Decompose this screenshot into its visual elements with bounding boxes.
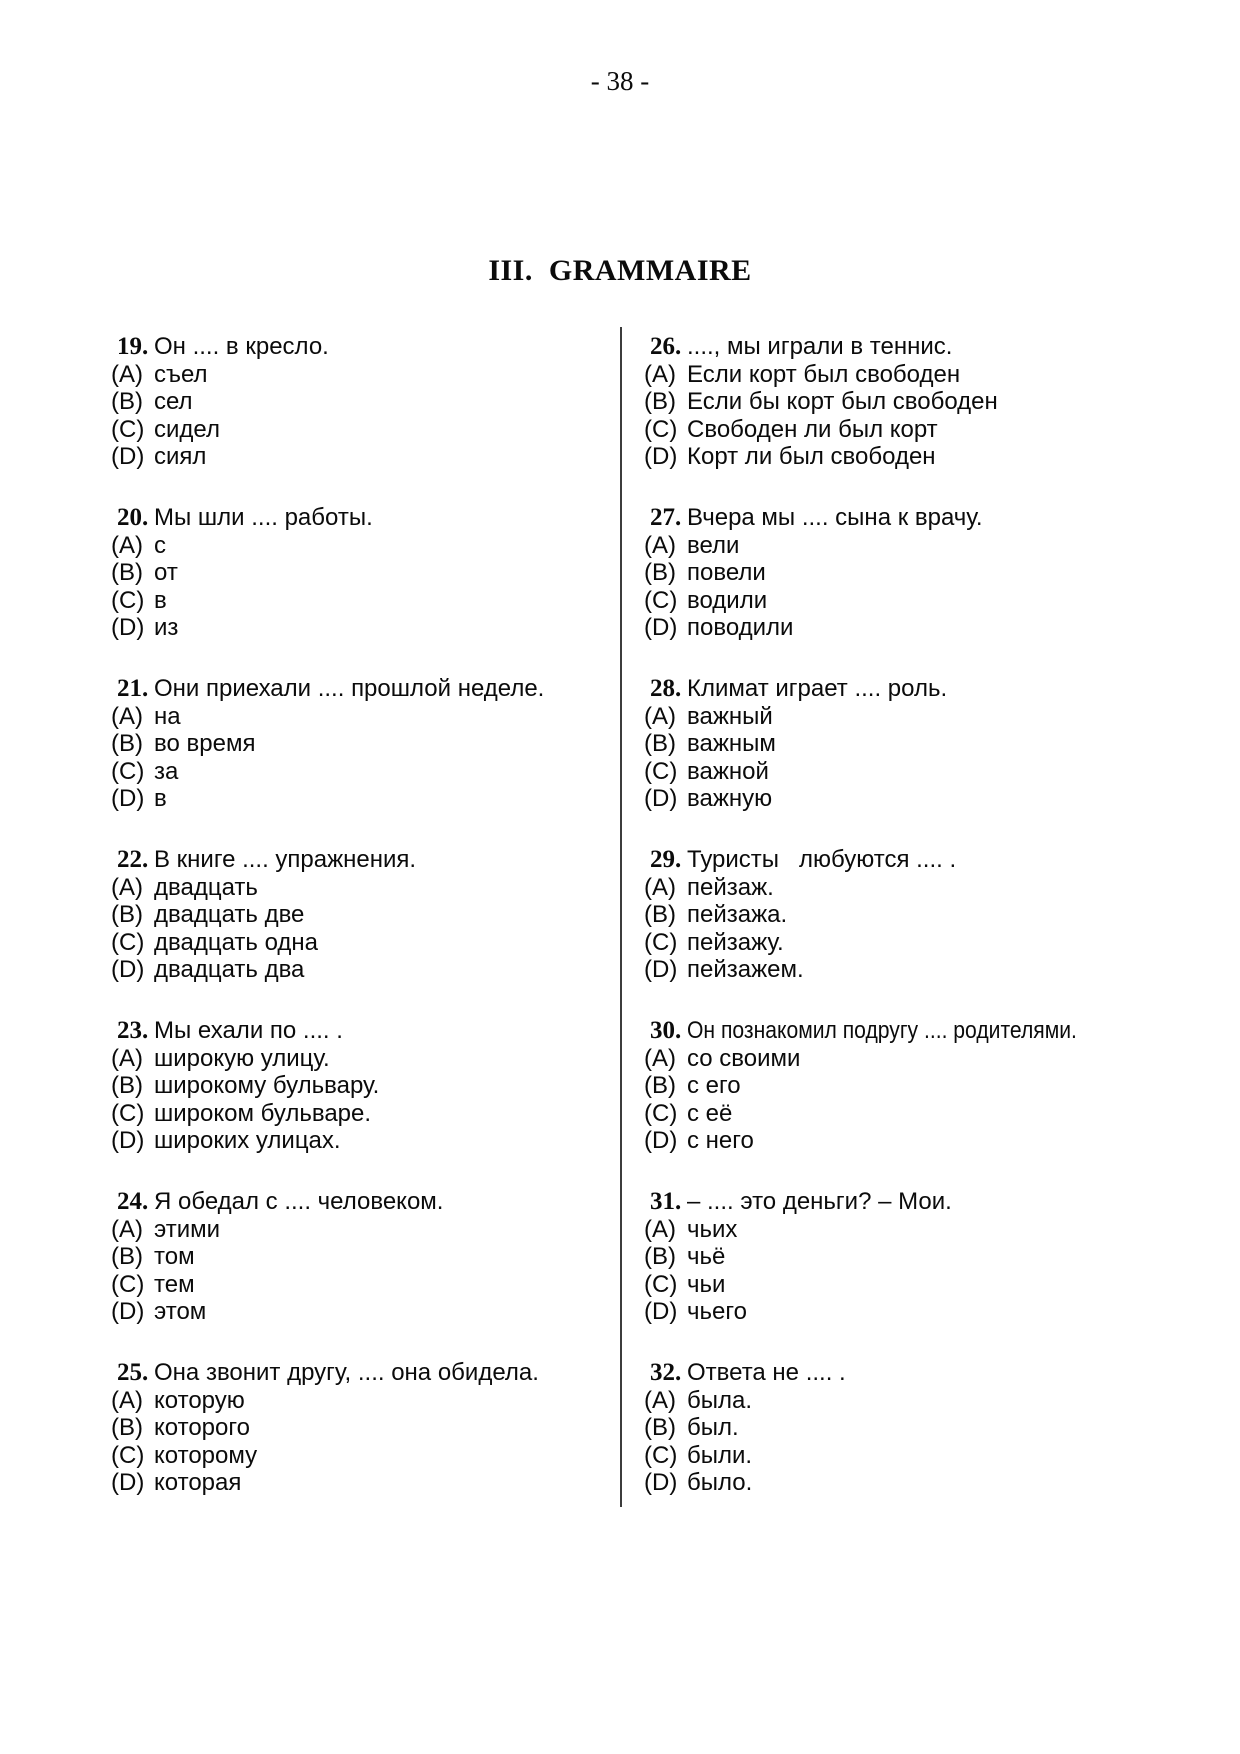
question-block	[644, 675, 1224, 813]
option-text: этом	[154, 1298, 207, 1325]
option-text: во время	[154, 730, 256, 757]
option-text: важной	[687, 757, 769, 785]
question-number: 31.	[650, 1188, 682, 1215]
option-row	[644, 1243, 1224, 1271]
option-row	[111, 361, 616, 389]
option-letter: (A)	[644, 360, 676, 388]
option-row	[644, 956, 1224, 984]
option-row	[111, 1414, 616, 1442]
option-text: которая	[154, 1469, 242, 1496]
questions-column-left	[111, 333, 616, 1530]
option-row	[644, 1045, 1224, 1073]
option-row	[644, 532, 1224, 560]
option-row	[111, 614, 616, 642]
question-block	[111, 333, 616, 471]
option-row	[111, 388, 616, 416]
option-letter: (D)	[644, 1127, 678, 1154]
question-stem-row	[644, 1188, 1224, 1216]
option-row	[644, 703, 1224, 731]
question-stem: Они приехали .... прошлой неделе.	[154, 675, 545, 702]
option-letter: (A)	[111, 702, 143, 730]
question-number: 28.	[650, 675, 682, 702]
option-letter: (A)	[111, 1386, 143, 1414]
option-text: водили	[687, 586, 768, 614]
option-letter: (D)	[111, 956, 145, 983]
question-block	[111, 504, 616, 642]
option-letter: (D)	[111, 785, 145, 812]
question-block	[111, 1017, 616, 1155]
option-letter: (B)	[644, 1414, 676, 1441]
options	[644, 874, 1224, 984]
option-text: двадцать два	[154, 956, 305, 983]
options	[644, 1387, 1224, 1497]
question-stem-row	[111, 675, 616, 703]
option-letter: (C)	[644, 586, 678, 614]
question-block	[644, 846, 1224, 984]
option-letter: (C)	[111, 928, 145, 956]
option-text: важным	[687, 730, 776, 757]
option-letter: (C)	[111, 586, 145, 614]
option-letter: (C)	[111, 415, 145, 443]
option-row	[644, 1387, 1224, 1415]
option-text: Если бы корт был свободен	[687, 388, 998, 415]
question-number: 26.	[650, 333, 682, 360]
option-text: которому	[154, 1441, 258, 1469]
options	[111, 1045, 616, 1155]
question-stem: Мы ехали по .... .	[154, 1017, 343, 1044]
option-letter: (A)	[644, 1386, 676, 1414]
option-row	[644, 730, 1224, 758]
question-stem: Климат играет .... роль.	[687, 675, 948, 702]
option-letter: (B)	[644, 730, 676, 757]
option-letter: (C)	[644, 1099, 678, 1127]
option-text: в	[154, 785, 167, 812]
option-text: широких улицах.	[154, 1127, 341, 1154]
option-letter: (B)	[111, 388, 143, 415]
option-row	[644, 614, 1224, 642]
option-row	[644, 1100, 1224, 1128]
question-stem-row	[644, 846, 1224, 874]
option-letter: (B)	[111, 559, 143, 586]
option-text: на	[154, 702, 181, 730]
question-block	[644, 1359, 1224, 1497]
option-row	[111, 1100, 616, 1128]
option-letter: (B)	[111, 730, 143, 757]
question-stem: Он познакомил подругу .... родителями.	[687, 1017, 1077, 1044]
option-letter: (D)	[644, 956, 678, 983]
option-letter: (C)	[111, 1099, 145, 1127]
option-row	[111, 416, 616, 444]
option-row	[644, 416, 1224, 444]
option-row	[644, 1442, 1224, 1470]
question-number: 24.	[117, 1188, 149, 1215]
option-text: с её	[687, 1099, 733, 1127]
option-row	[644, 901, 1224, 929]
option-text: чьего	[687, 1298, 747, 1325]
question-block	[644, 1188, 1224, 1326]
option-letter: (B)	[644, 388, 676, 415]
question-block	[111, 675, 616, 813]
option-text: пейзажу.	[687, 928, 784, 956]
option-text: сел	[154, 388, 193, 415]
option-text: широком бульваре.	[154, 1099, 372, 1127]
option-text: чьих	[687, 1215, 738, 1243]
question-block	[111, 846, 616, 984]
option-text: была.	[687, 1386, 753, 1414]
option-text: вели	[687, 531, 740, 559]
option-letter: (C)	[644, 1441, 678, 1469]
option-letter: (B)	[644, 1072, 676, 1099]
option-letter: (B)	[111, 901, 143, 928]
option-row	[644, 361, 1224, 389]
option-row	[111, 1469, 616, 1497]
option-text: тем	[154, 1270, 195, 1298]
option-row	[111, 587, 616, 615]
option-row	[111, 929, 616, 957]
option-letter: (A)	[644, 702, 676, 730]
options	[644, 1216, 1224, 1326]
option-row	[644, 929, 1224, 957]
option-letter: (A)	[644, 1044, 676, 1072]
questions-column-right	[644, 333, 1224, 1530]
option-letter: (B)	[644, 559, 676, 586]
options	[111, 361, 616, 471]
option-text: двадцать	[154, 873, 258, 901]
option-letter: (B)	[111, 1243, 143, 1270]
option-text: повели	[687, 559, 766, 586]
option-text: было.	[687, 1469, 753, 1496]
option-letter: (A)	[644, 1215, 676, 1243]
option-text: чьи	[687, 1270, 726, 1298]
option-row	[644, 587, 1224, 615]
option-text: том	[154, 1243, 195, 1270]
option-text: сидел	[154, 415, 220, 443]
question-block	[644, 1017, 1224, 1155]
option-text: сиял	[154, 443, 207, 470]
option-text: из	[154, 614, 179, 641]
option-text: Корт ли был свободен	[687, 443, 936, 470]
option-letter: (C)	[644, 1270, 678, 1298]
question-block	[644, 333, 1224, 471]
option-text: съел	[154, 360, 208, 388]
option-row	[644, 785, 1224, 813]
question-number: 30.	[650, 1017, 682, 1044]
option-text: важный	[687, 702, 773, 730]
question-stem: Я обедал с .... человеком.	[154, 1188, 444, 1215]
option-letter: (C)	[644, 757, 678, 785]
option-letter: (B)	[644, 1243, 676, 1270]
option-letter: (D)	[644, 1469, 678, 1496]
question-block	[111, 1359, 616, 1497]
option-row	[111, 703, 616, 731]
option-row	[111, 758, 616, 786]
option-row	[111, 1045, 616, 1073]
option-row	[644, 1271, 1224, 1299]
option-row	[644, 1127, 1224, 1155]
option-text: этими	[154, 1215, 221, 1243]
option-text: со своими	[687, 1044, 801, 1072]
question-stem: – .... это деньги? – Мои.	[687, 1188, 952, 1215]
option-row	[111, 874, 616, 902]
question-stem-row	[111, 333, 616, 361]
option-letter: (A)	[111, 531, 143, 559]
question-number: 20.	[117, 504, 149, 531]
question-stem: Он .... в кресло.	[154, 333, 329, 360]
option-row	[111, 730, 616, 758]
question-stem-row	[644, 1359, 1224, 1387]
option-row	[111, 901, 616, 929]
option-letter: (D)	[111, 614, 145, 641]
option-row	[111, 1298, 616, 1326]
option-letter: (D)	[111, 1298, 145, 1325]
option-row	[644, 1469, 1224, 1497]
option-row	[111, 1243, 616, 1271]
question-stem-row	[644, 504, 1224, 532]
option-text: которого	[154, 1414, 250, 1441]
option-letter: (C)	[644, 415, 678, 443]
option-text: с его	[687, 1072, 741, 1099]
options	[644, 1045, 1224, 1155]
question-number: 27.	[650, 504, 682, 531]
option-row	[111, 956, 616, 984]
options	[644, 532, 1224, 642]
option-row	[111, 1072, 616, 1100]
option-row	[644, 388, 1224, 416]
option-row	[111, 532, 616, 560]
option-letter: (D)	[644, 785, 678, 812]
option-letter: (A)	[644, 531, 676, 559]
option-letter: (C)	[111, 757, 145, 785]
option-text: пейзаж.	[687, 873, 774, 901]
question-stem-row	[111, 1017, 616, 1045]
option-letter: (D)	[111, 1127, 145, 1154]
option-letter: (D)	[111, 1469, 145, 1496]
question-block	[111, 1188, 616, 1326]
option-text: широкому бульвару.	[154, 1072, 380, 1099]
column-divider	[620, 327, 622, 1507]
option-text: с	[154, 531, 166, 559]
option-letter: (D)	[644, 1298, 678, 1325]
option-letter: (A)	[111, 1044, 143, 1072]
option-letter: (C)	[644, 928, 678, 956]
question-number: 21.	[117, 675, 149, 702]
option-text: двадцать одна	[154, 928, 318, 956]
question-stem: ...., мы играли в теннис.	[687, 333, 953, 360]
option-row	[111, 1127, 616, 1155]
option-row	[644, 1414, 1224, 1442]
options	[111, 1387, 616, 1497]
page-number: - 38 -	[590, 66, 650, 96]
option-letter: (A)	[111, 1215, 143, 1243]
option-row	[644, 758, 1224, 786]
question-stem-row	[111, 1359, 616, 1387]
question-stem-row	[644, 1017, 1224, 1045]
option-row	[644, 874, 1224, 902]
option-text: чьё	[687, 1243, 726, 1270]
option-text: за	[154, 757, 179, 785]
question-stem-row	[111, 846, 616, 874]
question-stem: Туристы любуются .... .	[687, 846, 957, 873]
option-row	[644, 443, 1224, 471]
option-text: Если корт был свободен	[687, 360, 961, 388]
option-row	[644, 1072, 1224, 1100]
option-text: двадцать две	[154, 901, 305, 928]
option-row	[111, 1387, 616, 1415]
option-letter: (C)	[111, 1441, 145, 1469]
option-letter: (D)	[111, 443, 145, 470]
question-stem: Мы шли .... работы.	[154, 504, 373, 531]
option-letter: (A)	[111, 873, 143, 901]
option-text: были.	[687, 1441, 753, 1469]
question-stem-row	[111, 504, 616, 532]
question-stem-row	[644, 333, 1224, 361]
question-number: 32.	[650, 1359, 682, 1386]
option-row	[644, 559, 1224, 587]
option-text: пейзажем.	[687, 956, 804, 983]
question-stem: В книге .... упражнения.	[154, 846, 417, 873]
option-row	[111, 785, 616, 813]
option-row	[111, 1442, 616, 1470]
option-row	[111, 1271, 616, 1299]
option-row	[111, 559, 616, 587]
option-row	[111, 443, 616, 471]
question-number: 22.	[117, 846, 149, 873]
option-letter: (D)	[644, 614, 678, 641]
option-letter: (A)	[644, 873, 676, 901]
option-text: в	[154, 586, 167, 614]
option-row	[111, 1216, 616, 1244]
question-number: 29.	[650, 846, 682, 873]
option-text: пейзажа.	[687, 901, 788, 928]
option-text: с него	[687, 1127, 754, 1154]
question-stem: Она звонит другу, .... она обидела.	[154, 1359, 539, 1386]
question-number: 23.	[117, 1017, 149, 1044]
option-text: которую	[154, 1386, 245, 1414]
option-text: от	[154, 559, 178, 586]
option-text: важную	[687, 785, 773, 812]
option-text: широкую улицу.	[154, 1044, 330, 1072]
option-letter: (C)	[111, 1270, 145, 1298]
question-number: 25.	[117, 1359, 149, 1386]
option-row	[644, 1298, 1224, 1326]
option-letter: (A)	[111, 360, 143, 388]
question-stem-row	[644, 675, 1224, 703]
option-text: поводили	[687, 614, 794, 641]
option-text: был.	[687, 1414, 739, 1441]
option-letter: (B)	[111, 1072, 143, 1099]
option-letter: (D)	[644, 443, 678, 470]
options	[644, 703, 1224, 813]
options	[111, 532, 616, 642]
options	[644, 361, 1224, 471]
question-stem: Вчера мы .... сына к врачу.	[687, 504, 983, 531]
question-stem: Ответа не .... .	[687, 1359, 846, 1386]
options	[111, 1216, 616, 1326]
question-block	[644, 504, 1224, 642]
section-title: III. GRAMMAIRE	[488, 254, 752, 287]
option-row	[644, 1216, 1224, 1244]
option-letter: (B)	[644, 901, 676, 928]
question-stem-row	[111, 1188, 616, 1216]
options	[111, 703, 616, 813]
option-letter: (B)	[111, 1414, 143, 1441]
options	[111, 874, 616, 984]
question-number: 19.	[117, 333, 149, 360]
option-text: Свободен ли был корт	[687, 415, 938, 443]
